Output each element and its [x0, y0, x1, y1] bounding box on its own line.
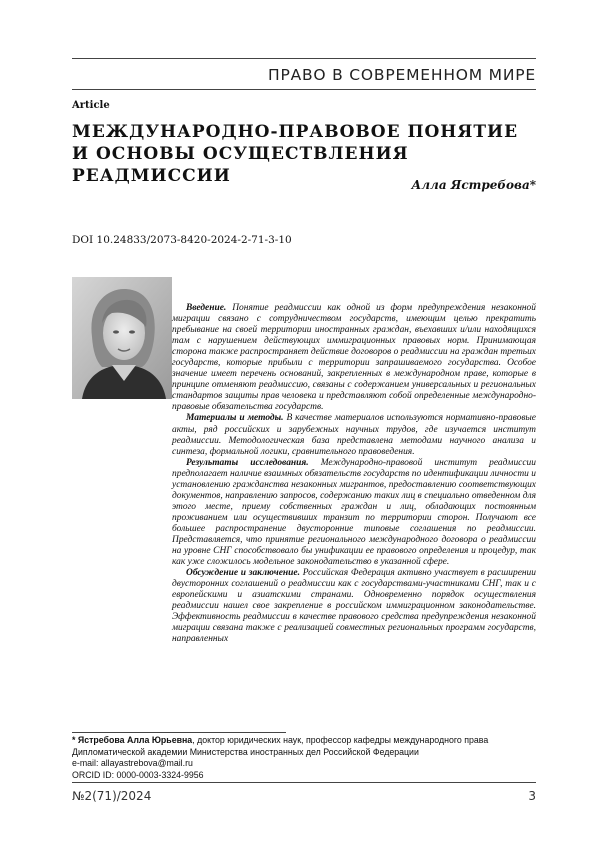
author-photo [72, 277, 172, 399]
abstract-methods-text: В качестве материалов используются нормативно-правовые акты, ряд российских и зарубежных научных трудов, где изучается институт реадмиссии. Методологическая база представлена методами научного анализа и синтеза, формальной логики, сравнительного правоведения. [172, 413, 536, 457]
footnote-author-line [72, 735, 542, 758]
page-number: 3 [528, 789, 536, 803]
abstract-results-heading: Результаты исследования. [186, 457, 309, 468]
article-type-label: Article [72, 100, 110, 111]
issue-number: №2(71)/2024 [72, 789, 152, 803]
article-title-line-1: МЕЖДУНАРОДНО-ПРАВОВОЕ ПОНЯТИЕ [72, 122, 519, 142]
footnote-author-name: * Ястребова Алла Юрьевна [72, 735, 193, 745]
footnote-orcid: ORCID ID: 0000-0003-3324-9956 [72, 769, 204, 780]
footer-rule [72, 782, 536, 783]
footnote-separator [72, 732, 286, 733]
abstract-results [172, 458, 536, 568]
author-footnote [72, 735, 542, 781]
footnote-affiliation: , доктор юридических наук, профессор кафедры международного права Дипломатической академии Министерства иностранных дел Российской Федерации [72, 735, 489, 757]
abstract-methods [172, 413, 536, 457]
journal-title: ПРАВО В СОВРЕМЕННОМ МИРЕ [267, 66, 536, 84]
abstract-intro [172, 303, 536, 413]
abstract-discussion-text: Российская Федерация активно участвует в расширении двусторонних соглашений о реадмиссии как с государствами-участниками СНГ, так и с европейскими и азиатскими странами. Одновременно порядок осуществления реадмиссии нашел свое закрепление в российском иммиграционном законодательстве. Эффективность реадмиссии в качестве правового средства предупреждения незаконной миграции связана также с реализацией совместных региональных программ государств, направленных [172, 568, 536, 645]
footnote-email: e-mail: allayastrebova@mail.ru [72, 758, 193, 768]
abstract-discussion-heading: Обсуждение и заключение. [186, 568, 300, 579]
doi: DOI 10.24833/2073-8420-2024-2-71-3-10 [72, 234, 292, 246]
abstract-discussion [172, 568, 536, 645]
abstract-methods-heading: Материалы и методы. [186, 413, 284, 424]
abstract-results-text: Международно-правовой институт реадмиссии предполагает наличие взаимных обязательств государств по идентификации личности и установлению гражданства незаконных мигрантов, предоставлению соответствующих документов, направлению запросов, содержанию таких лиц в специально отведенном для этого месте, приему собственных граждан и лиц, обладающих постоянным проживанием или осуществивших транзит по территории сторон. Получают все большее распространение двусторонние типовые соглашения по реадмиссии. Представляется, что принятие регионального международного договора о реадмиссии на уровне СНГ способствовало бы унификации ее правового определения и процедур, так как уже сложилось модельное законодательство в указанной сфере. [172, 457, 536, 568]
article-title-line-2: И ОСНОВЫ ОСУЩЕСТВЛЕНИЯ РЕАДМИССИИ [72, 144, 409, 186]
abstract-intro-text: Понятие реадмиссии как одной из форм предупреждения незаконной миграции связано с сотрудничеством государств, имеющим целью прекратить пребывание на своей территории иностранных граждан, въехавших и/или находящихся там с нарушением действующих иммиграционных правовых норм. Принимающая сторона также распространяет действие договоров о реадмиссии на граждан третьих государств, которые прибыли с территории запрашиваемого государства. Особое значение имеет перечень оснований, закрепленных в международном праве, которые в принципе отменяют реадмиссию, связаны с содержанием универсальных и региональных стандартов защиты прав человека и представляют собой определенные международно-правовые обязательства государств. [172, 303, 536, 413]
author-name: Алла Ястребова* [411, 178, 536, 192]
abstract-intro-heading: Введение. [186, 303, 227, 313]
header-top-rule [72, 58, 536, 59]
header-bottom-rule [72, 89, 536, 90]
abstract [172, 303, 536, 645]
